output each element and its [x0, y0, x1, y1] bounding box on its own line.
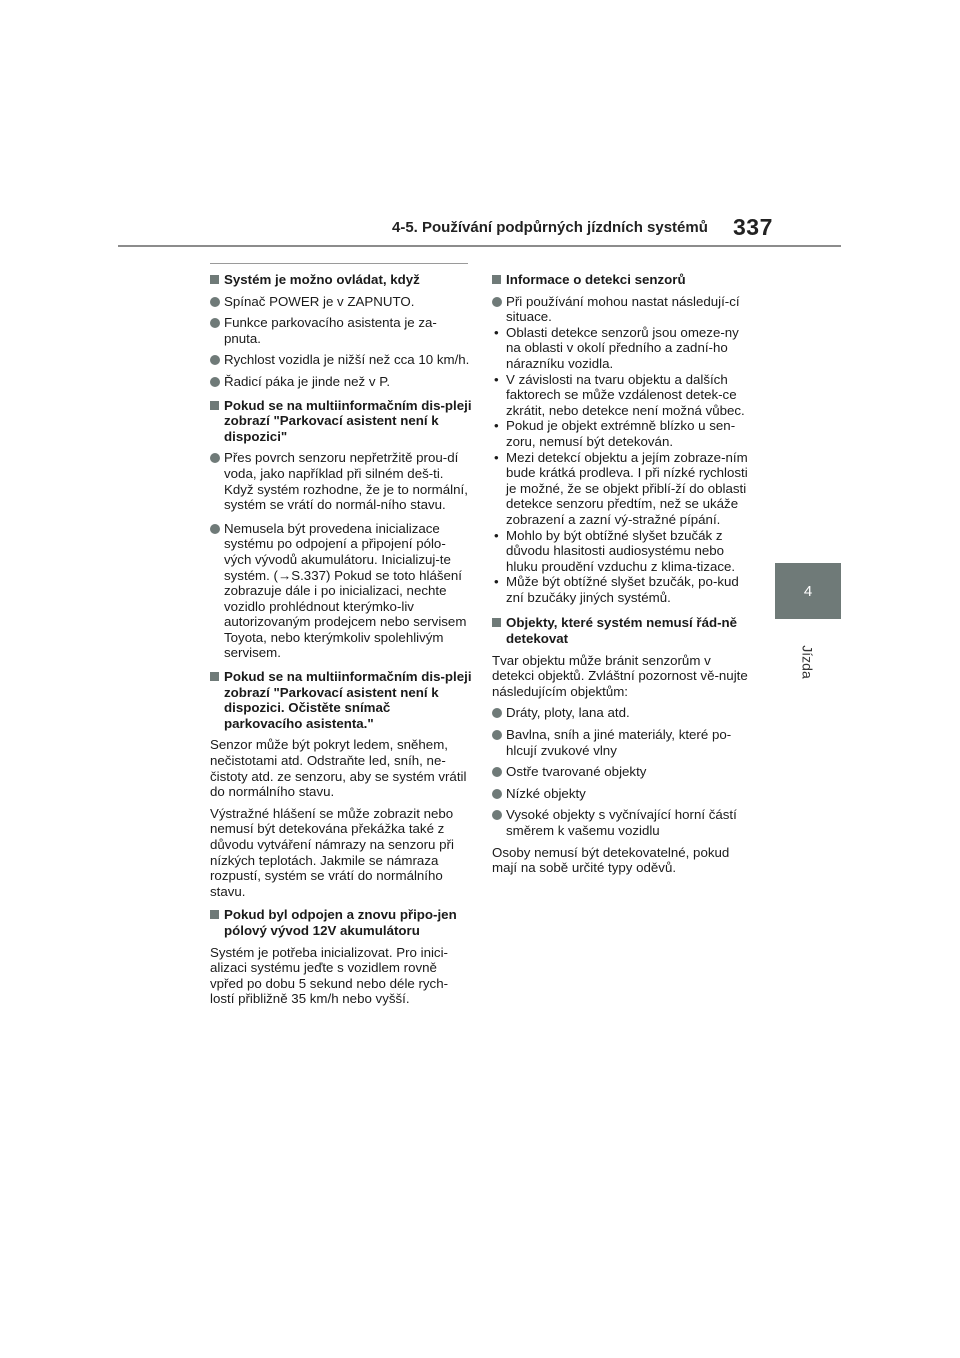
small-bullet-icon: • — [494, 449, 499, 465]
chapter-tab — [775, 563, 841, 619]
round-bullet-icon — [492, 789, 502, 799]
paragraph: Tvar objektu může bránit senzorům v detekci objektů. Zvláštní pozornost vě-nujte následujícím objektům: — [492, 652, 748, 699]
section-heading: Systém je možno ovládat, když — [210, 272, 472, 288]
header-rule — [118, 245, 841, 247]
round-bullet-icon — [210, 297, 220, 307]
section-heading: Pokud se na multiinformačním dis-pleji zobrazí "Parkovací asistent není k dispozici" — [210, 398, 472, 445]
bullet-item: Nízké objekty — [492, 786, 754, 802]
sub-bullet-item: • Mezi detekcí objektu a jejím zobraze-ním bude krátká prodleva. I při nízké rychlosti je možné, že se objekt přiblí-ží do oblasti detekce senzoru předtím, než se ukáže zobrazení a zazní vý-stražné pípání. — [494, 449, 748, 527]
round-bullet-icon — [210, 377, 220, 387]
page-number: 337 — [733, 214, 773, 240]
bullet-item: Spínač POWER je v ZAPNUTO. — [210, 294, 472, 310]
section-heading: Objekty, které systém nemusí řád-ně detekovat — [492, 615, 754, 646]
sub-bullet-item: • Může být obtížné slyšet bzučák, po-kud zní bzučáky jiných systémů. — [494, 574, 739, 605]
small-bullet-icon: • — [494, 418, 499, 434]
round-bullet-icon — [210, 453, 220, 463]
round-bullet-icon — [210, 318, 220, 328]
round-bullet-icon — [492, 708, 502, 718]
paragraph: Výstražné hlášení se může zobrazit nebo nemusí být detekována překážka také z důvodu vytváření námrazy na senzoru při nízkých teplotách. Jakmile se námraza rozpustí, systém se vrátí do normálního stavu. — [210, 805, 454, 899]
round-bullet-icon — [210, 524, 220, 534]
paragraph: Senzor může být pokryt ledem, sněhem, nečistotami atd. Odstraňte led, sníh, ne-čistoty atd. ze senzoru, aby se systém vrátil do normálního stavu. — [210, 737, 467, 800]
small-bullet-icon: • — [494, 527, 499, 543]
right-column — [492, 268, 754, 882]
column-top-rule — [210, 263, 468, 264]
arrow-icon: → — [277, 567, 292, 583]
bullet-item: Funkce parkovacího asistenta je za-pnuta. — [210, 315, 472, 346]
sub-bullet-item: • Pokud je objekt extrémně blízko u sen-zoru, nemusí být detekován. — [494, 418, 736, 449]
sub-bullet-item: • V závislosti na tvaru objektu a dalších faktorech se může vzdálenost detek-ce zkrátit, nebo detekce není možná vůbec. — [494, 371, 745, 418]
square-bullet-icon — [210, 401, 219, 410]
section-heading: Pokud se na multiinformačním dis-pleji zobrazí "Parkovací asistent není k dispozici. Očistěte snímač parkovacího asistenta." — [210, 669, 472, 731]
round-bullet-icon — [492, 730, 502, 740]
square-bullet-icon — [210, 910, 219, 919]
round-bullet-icon — [210, 355, 220, 365]
bullet-item: Nemusela být provedena inicializace systému po odpojení a připojení pólo-vých vývodů akumulátoru. Inicializuj-te systém. (→S.337) Pokud se toto hlášení zobrazuje dále i po inicializaci, nechte vozidlo prohlédnout kterýmko-liv autorizovaným prodejcem nebo servisem Toyota, nebo kterýmkoliv spolehlivým servisem. — [210, 521, 472, 661]
square-bullet-icon — [492, 618, 501, 627]
sub-bullet-item: • Oblasti detekce senzorů jsou omeze-ny na oblasti v okolí předního a zadní-ho nárazníku vozidla. — [494, 324, 739, 371]
bullet-item: Řadicí páka je jinde než v P. — [210, 374, 472, 390]
bullet-item: Vysoké objekty s vyčnívající horní částí směrem k vašemu vozidlu — [492, 807, 754, 838]
small-bullet-icon: • — [494, 371, 499, 387]
page-reference-link[interactable]: S.337 — [291, 567, 326, 583]
bullet-item: Přes povrch senzoru nepřetržitě prou-dí voda, jako například při silném deš-ti. Když systém rozhodne, že je to normální, systém se vrátí do normál-ního stavu. — [210, 450, 472, 512]
chapter-number: 4 — [803, 582, 813, 600]
small-bullet-icon: • — [494, 324, 499, 340]
section-heading: Pokud byl odpojen a znovu připo-jen pólový vývod 12V akumulátoru — [210, 907, 472, 938]
round-bullet-icon — [492, 810, 502, 820]
section-title: 4-5. Používání podpůrných jízdních systémů — [392, 219, 708, 236]
round-bullet-icon — [492, 767, 502, 777]
bullet-item: Rychlost vozidla je nižší než cca 10 km/h. — [210, 352, 472, 368]
paragraph: Systém je potřeba inicializovat. Pro inici-alizaci systému jeďte s vozidlem rovně vpřed po dobu 5 sekund nebo déle rych-lostí přibližně 35 km/h nebo vyšší. — [210, 944, 449, 1007]
chapter-name: Jízda — [800, 645, 816, 679]
square-bullet-icon — [210, 672, 219, 681]
bullet-item: Při používání mohou nastat následují-cí situace. — [492, 294, 754, 325]
left-column — [210, 268, 472, 1013]
bullet-item: Dráty, ploty, lana atd. — [492, 705, 754, 721]
chapter-side-label — [772, 626, 844, 698]
spacer — [492, 605, 754, 611]
bullet-item: Bavlna, sníh a jiné materiály, které po-hlcují zvukové vlny — [492, 727, 754, 758]
sub-bullet-item: • Mohlo by být obtížné slyšet bzučák z důvodu hlasitosti audiosystému nebo hluku proudění vzduchu z klima-tizace. — [494, 527, 736, 574]
bullet-item: Ostře tvarované objekty — [492, 764, 754, 780]
section-heading: Informace o detekci senzorů — [492, 272, 754, 288]
paragraph: Osoby nemusí být detekovatelné, pokud mají na sobě určité typy oděvů. — [492, 844, 730, 876]
small-bullet-icon: • — [494, 574, 499, 590]
square-bullet-icon — [492, 275, 501, 284]
square-bullet-icon — [210, 275, 219, 284]
round-bullet-icon — [492, 297, 502, 307]
